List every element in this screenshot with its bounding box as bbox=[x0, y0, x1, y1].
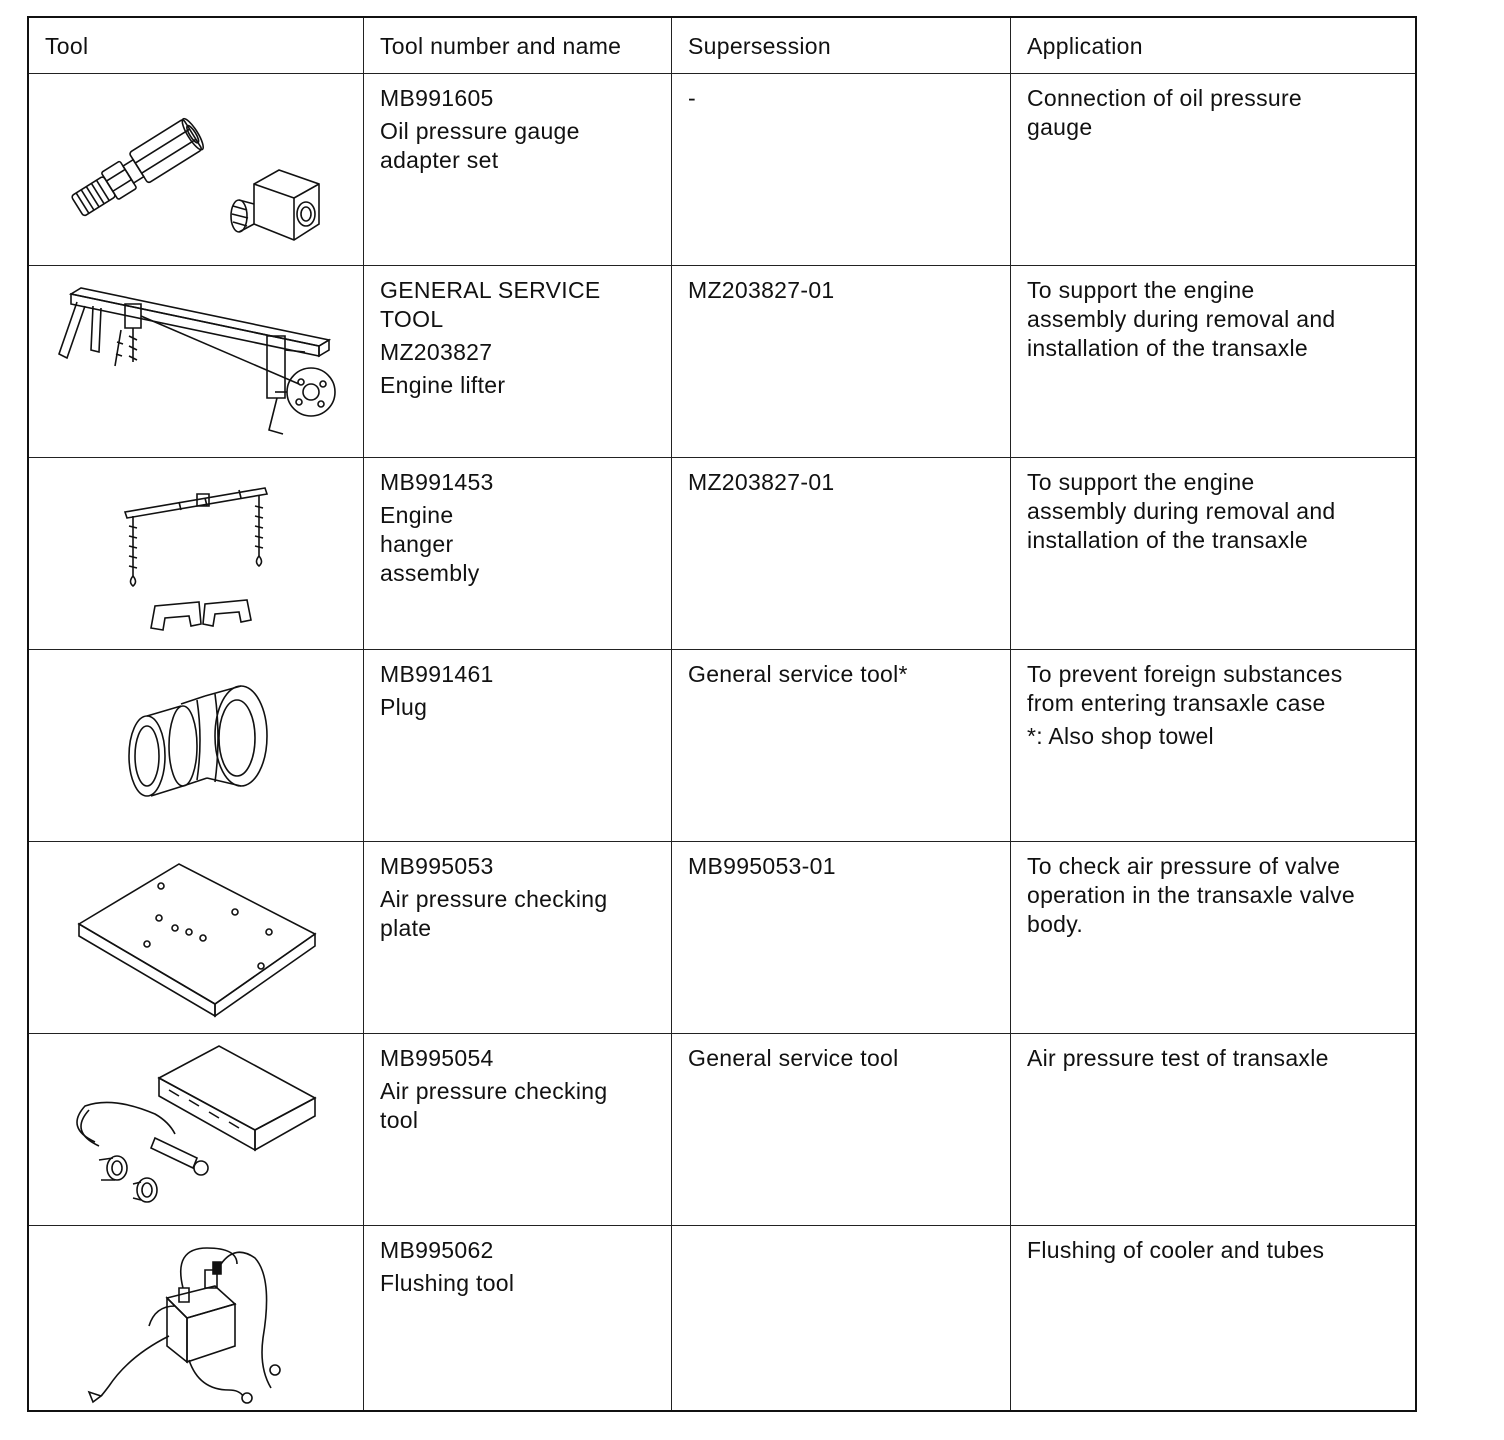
supersession-cell bbox=[672, 266, 1011, 457]
tool-name-line: Air pressure checking bbox=[380, 886, 608, 912]
supersession-value: MB995053-01 bbox=[688, 853, 836, 879]
application-line: Connection of oil pressure bbox=[1027, 85, 1303, 111]
tool-name-line: Engine lifter bbox=[380, 372, 506, 398]
supersession-cell bbox=[672, 1226, 1011, 1410]
table-row bbox=[29, 266, 1415, 458]
table-row bbox=[29, 842, 1415, 1034]
tool-image-cell bbox=[29, 650, 364, 841]
oil-pressure-adapter-icon bbox=[29, 74, 362, 264]
tool-image-cell bbox=[29, 1226, 364, 1410]
supersession-cell bbox=[672, 842, 1011, 1033]
tool-number: MB995054 bbox=[380, 1045, 494, 1071]
tool-name-line: tool bbox=[380, 1107, 419, 1133]
air-pressure-tool-icon bbox=[29, 1034, 362, 1224]
tool-number: MB995053 bbox=[380, 853, 494, 879]
supersession-cell bbox=[672, 1034, 1011, 1225]
tool-image-cell bbox=[29, 74, 364, 265]
tool-number: MB991461 bbox=[380, 661, 494, 687]
application-line: assembly during removal and bbox=[1027, 306, 1336, 332]
tool-number-name-cell bbox=[364, 74, 672, 265]
tool-image-cell bbox=[29, 458, 364, 649]
application-line: To support the engine bbox=[1027, 277, 1255, 303]
tool-name-line: plate bbox=[380, 915, 432, 941]
header-cell-tool bbox=[29, 18, 364, 73]
supersession-cell bbox=[672, 650, 1011, 841]
supersession-value: MZ203827-01 bbox=[688, 469, 835, 495]
header-cell-number-name bbox=[364, 18, 672, 73]
header-cell-application bbox=[1011, 18, 1417, 73]
tool-name-line: adapter set bbox=[380, 147, 499, 173]
table-row bbox=[29, 650, 1415, 842]
tool-name-line: Flushing tool bbox=[380, 1270, 515, 1296]
application-line: Flushing of cooler and tubes bbox=[1027, 1237, 1325, 1263]
application-line: body. bbox=[1027, 911, 1084, 937]
table-row bbox=[29, 1226, 1415, 1410]
table-row bbox=[29, 1034, 1415, 1226]
application-line: operation in the transaxle valve bbox=[1027, 882, 1355, 908]
tool-number: MZ203827 bbox=[380, 339, 493, 365]
tool-image-cell bbox=[29, 842, 364, 1033]
application-cell bbox=[1011, 842, 1417, 1033]
header-number-name: Tool number and name bbox=[380, 33, 622, 59]
application-cell bbox=[1011, 1034, 1417, 1225]
supersession-value: MZ203827-01 bbox=[688, 277, 835, 303]
tool-number-name-cell bbox=[364, 1034, 672, 1225]
tool-number-name-cell bbox=[364, 650, 672, 841]
supersession-cell bbox=[672, 458, 1011, 649]
plug-icon bbox=[29, 650, 362, 840]
supersession-value: General service tool* bbox=[688, 661, 908, 687]
application-line: To prevent foreign substances bbox=[1027, 661, 1343, 687]
application-line: installation of the transaxle bbox=[1027, 527, 1309, 553]
tool-name-line: assembly bbox=[380, 560, 480, 586]
application-line: gauge bbox=[1027, 114, 1093, 140]
table-header-row bbox=[29, 18, 1415, 74]
tool-number-line: TOOL bbox=[380, 306, 444, 332]
header-supersession: Supersession bbox=[688, 33, 831, 59]
special-tools-table bbox=[27, 16, 1417, 1412]
table-row bbox=[29, 458, 1415, 650]
tool-name-line: hanger bbox=[380, 531, 454, 557]
application-cell bbox=[1011, 266, 1417, 457]
header-tool: Tool bbox=[45, 33, 89, 59]
application-cell bbox=[1011, 458, 1417, 649]
tool-number-line: GENERAL SERVICE bbox=[380, 277, 601, 303]
application-cell bbox=[1011, 650, 1417, 841]
tool-image-cell bbox=[29, 1034, 364, 1225]
application-cell bbox=[1011, 1226, 1417, 1410]
engine-lifter-icon bbox=[29, 266, 362, 456]
application-line: installation of the transaxle bbox=[1027, 335, 1309, 361]
application-line: assembly during removal and bbox=[1027, 498, 1336, 524]
tool-number: MB995062 bbox=[380, 1237, 494, 1263]
tool-number-name-cell bbox=[364, 1226, 672, 1410]
application-cell bbox=[1011, 74, 1417, 265]
application-line: To support the engine bbox=[1027, 469, 1255, 495]
application-line: Air pressure test of transaxle bbox=[1027, 1045, 1329, 1071]
tool-number-name-cell bbox=[364, 458, 672, 649]
tool-number: MB991605 bbox=[380, 85, 494, 111]
application-note: *: Also shop towel bbox=[1027, 723, 1214, 749]
tool-name-line: Oil pressure gauge bbox=[380, 118, 580, 144]
application-line: To check air pressure of valve bbox=[1027, 853, 1341, 879]
tool-number: MB991453 bbox=[380, 469, 494, 495]
tool-number-name-cell bbox=[364, 266, 672, 457]
table-row bbox=[29, 74, 1415, 266]
air-pressure-plate-icon bbox=[29, 842, 362, 1032]
supersession-value: - bbox=[688, 85, 696, 111]
header-cell-supersession bbox=[672, 18, 1011, 73]
supersession-value: General service tool bbox=[688, 1045, 899, 1071]
tool-number-name-cell bbox=[364, 842, 672, 1033]
tool-image-cell bbox=[29, 266, 364, 457]
tool-name-line: Air pressure checking bbox=[380, 1078, 608, 1104]
supersession-cell bbox=[672, 74, 1011, 265]
header-application: Application bbox=[1027, 33, 1143, 59]
flushing-tool-icon bbox=[29, 1226, 362, 1408]
tool-name-line: Engine bbox=[380, 502, 454, 528]
tool-name-line: Plug bbox=[380, 694, 428, 720]
engine-hanger-icon bbox=[29, 458, 362, 648]
application-line: from entering transaxle case bbox=[1027, 690, 1326, 716]
